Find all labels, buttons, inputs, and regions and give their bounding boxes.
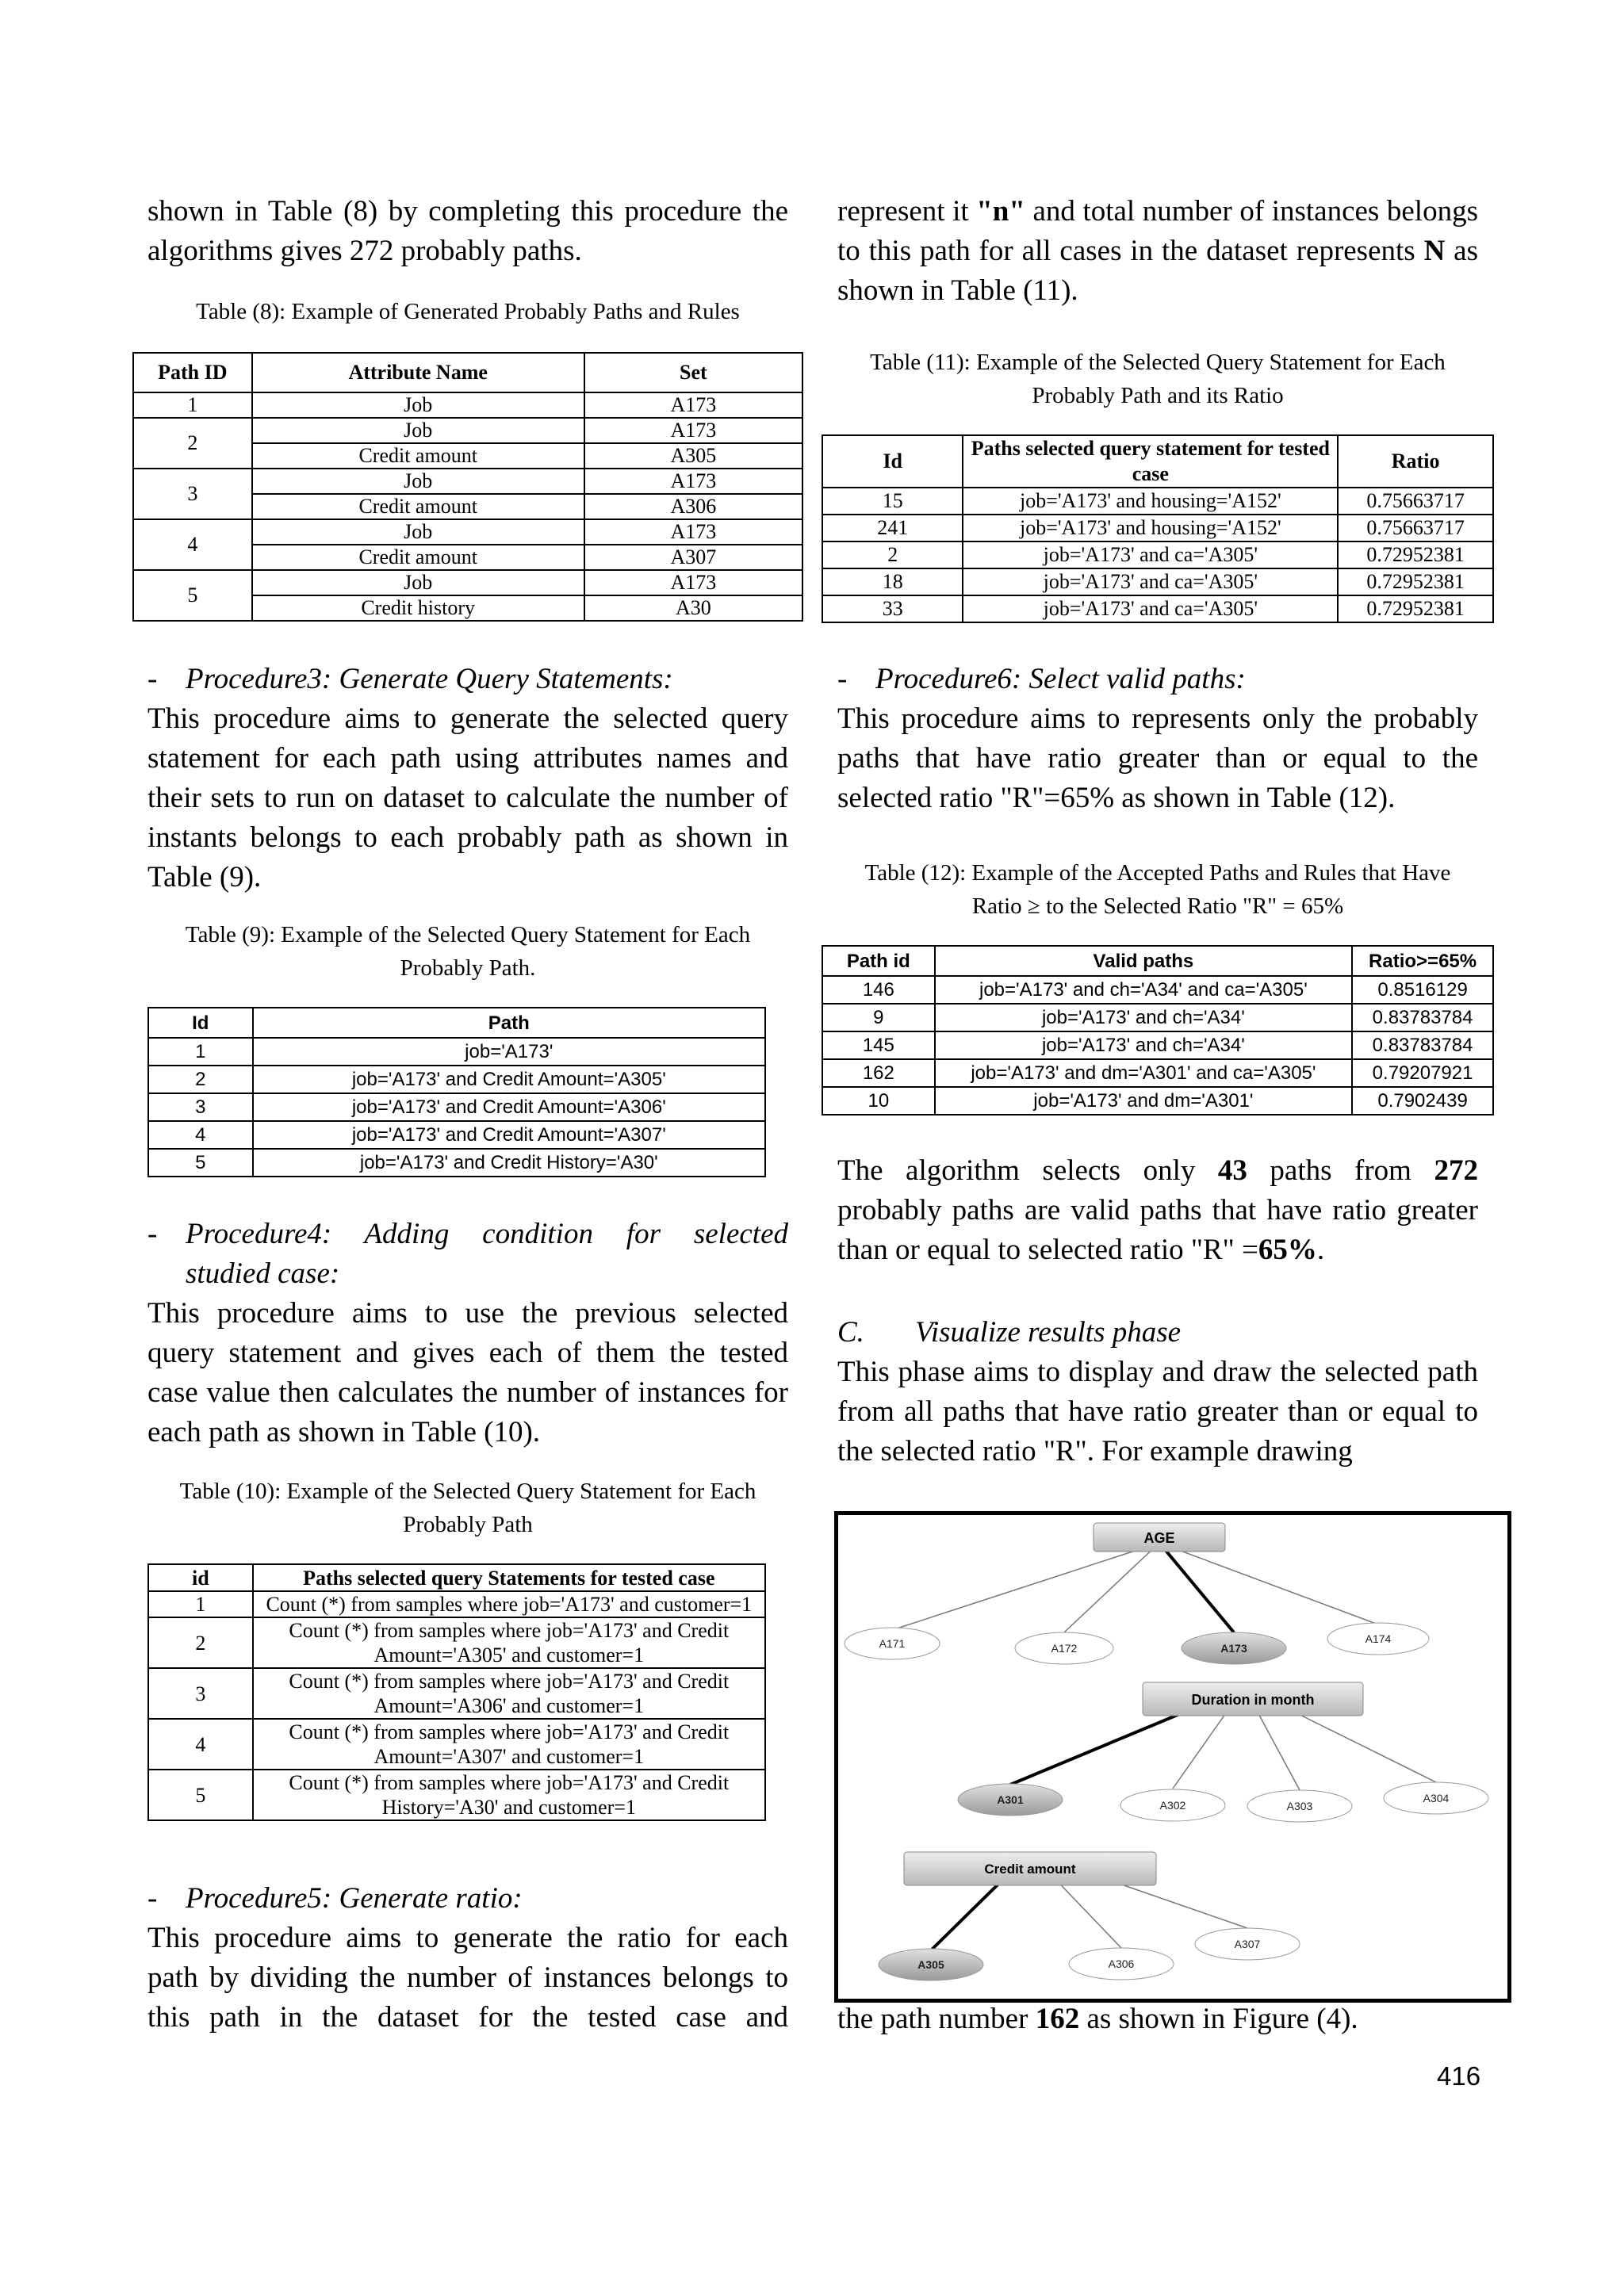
t9-cell: 3 (148, 1093, 253, 1121)
t8-cell: 5 (133, 570, 252, 621)
text-run: as shown in Figure (4). (1079, 2003, 1358, 2035)
table8 (132, 352, 803, 622)
t11-cell: 0.72952381 (1338, 568, 1493, 595)
left-paragraph-3: This procedure aims to generate the selected query statement for each path using attributes names and their sets to run on dataset to calculate the number of instants belongs to each probably path as shown in Table (9). (147, 702, 788, 894)
t8-cell: Job (252, 469, 584, 494)
t8-header: Path ID (133, 353, 252, 392)
t10-header: Paths selected query Statements for tested case (253, 1564, 765, 1591)
t12-cell: job='A173' and ch='A34' (935, 1031, 1352, 1059)
value-label: A302 (1159, 1799, 1186, 1812)
right-paragraph-1 (837, 192, 1478, 311)
text-run: The algorithm selects only (837, 1154, 1218, 1187)
t11-cell: 0.75663717 (1338, 515, 1493, 541)
t11-cell: 33 (822, 595, 963, 622)
value-label: A173 (1220, 1642, 1247, 1655)
t12-cell: 0.7902439 (1352, 1087, 1493, 1115)
right-paragraph-7 (837, 1151, 1478, 1270)
t9-cell: job='A173' and Credit Amount='A306' (253, 1093, 765, 1121)
t8-header: Attribute Name (252, 353, 584, 392)
t11-cell: job='A173' and ca='A305' (963, 568, 1338, 595)
procedure6-title: Procedure6: Select valid paths: (875, 663, 1246, 695)
decision-tree-diagram (838, 1515, 1507, 1999)
procedure3-heading: - Procedure3: Generate Query Statements: (147, 663, 673, 695)
t11-cell: 18 (822, 568, 963, 595)
table12 (822, 945, 1494, 1115)
t11-cell: 0.72952381 (1338, 541, 1493, 568)
t11-header: Id (822, 435, 963, 488)
t9-cell: job='A173' and Credit Amount='A305' (253, 1066, 765, 1093)
section-number: C. (837, 1316, 864, 1349)
t12-cell: 10 (822, 1087, 935, 1115)
text-run: the path number (837, 2003, 1036, 2035)
attr-node-root: AGE (1143, 1530, 1175, 1546)
tree-edges (892, 1543, 1436, 1948)
table9-caption: Table (9): Example of the Selected Query Statement for Each Probably Path. (185, 922, 751, 981)
table12-caption: Table (12): Example of the Accepted Paths and Rules that Have Ratio ≥ to the Selected Ratio "R" = 65% (864, 860, 1451, 919)
t11-cell: 15 (822, 488, 963, 515)
text-run-bold: 43 (1217, 1154, 1247, 1187)
attr-node-duration: Duration in month (1191, 1692, 1315, 1708)
attr-node-credit: Credit amount (984, 1862, 1076, 1877)
edge (892, 1543, 1159, 1630)
table11-caption: Table (11): Example of the Selected Query Statement for Each Probably Path and its Ratio (870, 350, 1446, 408)
t10-cell: Count (*) from samples where job='A173' and Credit Amount='A305' and customer=1 (253, 1617, 765, 1668)
text-run-bold: N (1423, 235, 1446, 267)
t10-cell: Count (*) from samples where job='A173' and Credit Amount='A306' and customer=1 (253, 1668, 765, 1719)
t12-cell: job='A173' and ch='A34' (935, 1004, 1352, 1031)
t12-cell: job='A173' and ch='A34' and ca='A305' (935, 976, 1352, 1004)
t10-cell: Count (*) from samples where job='A173' and customer=1 (253, 1591, 765, 1617)
t9-cell: 5 (148, 1149, 253, 1177)
t8-cell: Credit history (252, 595, 584, 621)
section-c-heading (837, 1313, 1478, 1353)
t10-cell: 2 (148, 1617, 253, 1668)
t10-cell: 1 (148, 1591, 253, 1617)
t11-cell: 241 (822, 515, 963, 541)
t9-cell: 2 (148, 1066, 253, 1093)
procedure4-title-b: studied case: (186, 1257, 340, 1290)
t11-cell: 0.75663717 (1338, 488, 1493, 515)
table9 (147, 1007, 766, 1177)
text-run-bold: "n" (976, 195, 1025, 228)
text-run-bold: 272 (1434, 1154, 1478, 1187)
t9-cell: job='A173' (253, 1038, 765, 1066)
edge (1064, 1543, 1159, 1632)
text-run: probably paths are valid paths that have ratio greater than or equal to selected ratio "R" = (837, 1194, 1478, 1266)
t9-cell: 4 (148, 1121, 253, 1149)
t9-header: Id (148, 1008, 253, 1038)
t12-cell: 162 (822, 1059, 935, 1087)
text-run-bold: 65% (1258, 1234, 1317, 1266)
value-label: A304 (1423, 1792, 1450, 1804)
t12-cell: 0.83783784 (1352, 1031, 1493, 1059)
text-run: paths from (1247, 1154, 1434, 1187)
t11-header: Paths selected query statement for tested case (963, 435, 1338, 488)
t12-cell: 9 (822, 1004, 935, 1031)
table10 (147, 1563, 766, 1821)
t8-cell: Job (252, 570, 584, 595)
procedure6-heading: - Procedure6: Select valid paths: (837, 663, 1246, 695)
t11-cell: 0.72952381 (1338, 595, 1493, 622)
t10-cell: Count (*) from samples where job='A173' and Credit Amount='A307' and customer=1 (253, 1719, 765, 1770)
text-run: as shown in Table (11). (837, 235, 1478, 307)
section-title: Visualize results phase (915, 1316, 1182, 1349)
text-run: . (1316, 1234, 1325, 1266)
text-run: and total number of instances belongs to this path for all cases in the dataset represents (837, 195, 1478, 267)
t8-cell: 2 (133, 418, 252, 469)
t10-cell: 3 (148, 1668, 253, 1719)
value-label: A303 (1286, 1800, 1313, 1812)
t8-cell: A173 (584, 392, 802, 418)
t8-cell: Job (252, 519, 584, 545)
value-label: A307 (1234, 1938, 1261, 1950)
t9-cell: job='A173' and Credit Amount='A307' (253, 1121, 765, 1149)
value-label: A171 (879, 1637, 906, 1650)
t8-cell: Credit amount (252, 443, 584, 469)
value-label: A301 (997, 1793, 1024, 1806)
selected-path-edges (931, 1543, 1244, 1950)
t10-cell: 5 (148, 1770, 253, 1820)
procedure4-heading: - Procedure4: Adding condition for selected (147, 1218, 788, 1250)
value-label: A172 (1051, 1642, 1078, 1655)
t12-header: Path id (822, 946, 935, 976)
t8-cell: A173 (584, 570, 802, 595)
t8-cell: A305 (584, 443, 802, 469)
t11-cell: 2 (822, 541, 963, 568)
t8-cell: 3 (133, 469, 252, 519)
page-number: 416 (1437, 2061, 1481, 2091)
procedure3-title: Procedure3: Generate Query Statements: (186, 663, 673, 695)
left-paragraph-1: shown in Table (8) by completing this procedure the algorithms gives 272 probably paths. (147, 195, 788, 267)
t12-cell: 146 (822, 976, 935, 1004)
t12-header: Ratio>=65% (1352, 946, 1493, 976)
t12-cell: 0.8516129 (1352, 976, 1493, 1004)
t9-cell: 1 (148, 1038, 253, 1066)
right-paragraph-9 (837, 1999, 1478, 2039)
t11-cell: job='A173' and ca='A305' (963, 541, 1338, 568)
value-label: A305 (917, 1958, 944, 1971)
t8-cell: A173 (584, 418, 802, 443)
procedure4-heading-cont (147, 1254, 788, 1294)
t8-cell: 4 (133, 519, 252, 570)
table10-caption: Table (10): Example of the Selected Query Statement for Each Probably Path (179, 1479, 756, 1537)
t8-cell: Credit amount (252, 545, 584, 570)
t8-cell: A173 (584, 469, 802, 494)
t12-header: Valid paths (935, 946, 1352, 976)
left-paragraph-5: This procedure aims to generate the ratio for each path by dividing the number of instances belongs to this path in the dataset for the tested case and (147, 1922, 788, 2034)
t9-header: Path (253, 1008, 765, 1038)
t12-cell: job='A173' and dm='A301' (935, 1087, 1352, 1115)
t8-cell: 1 (133, 392, 252, 418)
t12-cell: job='A173' and dm='A301' and ca='A305' (935, 1059, 1352, 1087)
table11 (822, 434, 1494, 623)
t8-cell: A173 (584, 519, 802, 545)
t8-cell: A306 (584, 494, 802, 519)
figure-4 (834, 1511, 1511, 2003)
t10-cell: 4 (148, 1719, 253, 1770)
text-run-bold: 162 (1035, 2003, 1080, 2035)
t12-cell: 0.79207921 (1352, 1059, 1493, 1087)
text-run: represent it (837, 195, 977, 228)
procedure5-heading: - Procedure5: Generate ratio: (147, 1882, 523, 1915)
t10-cell: Count (*) from samples where job='A173' and Credit History='A30' and customer=1 (253, 1770, 765, 1820)
t8-cell: Credit amount (252, 494, 584, 519)
t11-cell: job='A173' and ca='A305' (963, 595, 1338, 622)
t11-header: Ratio (1338, 435, 1493, 488)
t11-cell: job='A173' and housing='A152' (963, 515, 1338, 541)
t8-cell: Job (252, 392, 584, 418)
t8-cell: A30 (584, 595, 802, 621)
t12-cell: 145 (822, 1031, 935, 1059)
value-label: A174 (1365, 1632, 1392, 1645)
procedure4-title-a: Procedure4: Adding condition for selected (186, 1218, 788, 1250)
t8-cell: Job (252, 418, 584, 443)
right-paragraph-6: This procedure aims to represents only the probably paths that have ratio greater than or equal to the selected ratio "R"=65% as shown in Table (12). (837, 702, 1478, 814)
t8-header: Set (584, 353, 802, 392)
right-paragraph-8: This phase aims to display and draw the selected path from all paths that have ratio greater than or equal to the selected ratio "R". For example drawing (837, 1356, 1478, 1468)
table8-caption: Table (8): Example of Generated Probably Paths and Rules (196, 299, 740, 324)
t9-cell: job='A173' and Credit History='A30' (253, 1149, 765, 1177)
left-paragraph-4: This procedure aims to use the previous selected query statement and gives each of them the tested case value then calculates the number of instances for each path as shown in Table (10). (147, 1297, 788, 1448)
value-label: A306 (1108, 1957, 1135, 1970)
t11-cell: job='A173' and housing='A152' (963, 488, 1338, 515)
t8-cell: A307 (584, 545, 802, 570)
t12-cell: 0.83783784 (1352, 1004, 1493, 1031)
t10-header: id (148, 1564, 253, 1591)
procedure5-title: Procedure5: Generate ratio: (186, 1882, 523, 1915)
